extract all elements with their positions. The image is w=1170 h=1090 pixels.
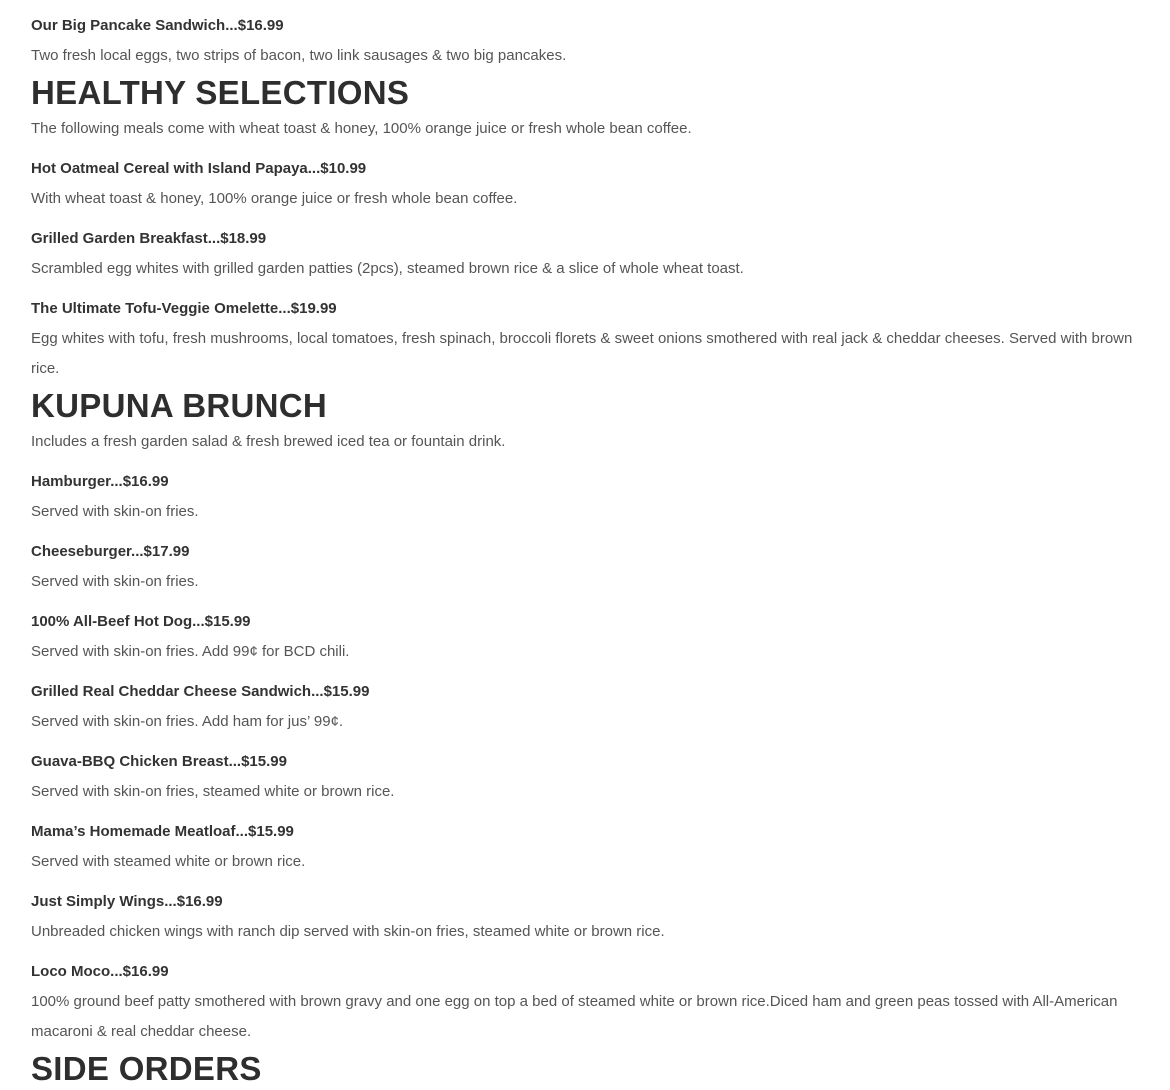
menu-item-description: With wheat toast & honey, 100% orange juice or fresh whole bean coffee. [31, 190, 518, 207]
menu-item-description: Served with skin-on fries, steamed white or brown rice. [31, 783, 395, 800]
menu-item-description: Egg whites with tofu, fresh mushrooms, local tomatoes, fresh spinach, broccoli florets & sweet onions smothered with real jack & cheddar cheeses. Served with brown rice. [31, 330, 1133, 377]
menu-item-description: Scrambled egg whites with grilled garden patties (2pcs), steamed brown rice & a slice of whole wheat toast. [31, 260, 744, 277]
menu-item-description: Unbreaded chicken wings with ranch dip served with skin-on fries, steamed white or brown rice. [31, 923, 665, 940]
menu-item-name: Our Big Pancake Sandwich...$16.99 [31, 17, 284, 34]
menu-content [31, 15, 1141, 1090]
section-title-side-orders: SIDE ORDERS [31, 1050, 262, 1087]
menu-item-name: The Ultimate Tofu-Veggie Omelette...$19.99 [31, 300, 337, 317]
menu-item-description: Two fresh local eggs, two strips of bacon, two link sausages & two big pancakes. [31, 47, 567, 64]
menu-item-name: Just Simply Wings...$16.99 [31, 893, 223, 910]
menu-item-name: Grilled Real Cheddar Cheese Sandwich...$15.99 [31, 683, 370, 700]
menu-item-description: Served with skin-on fries. Add 99¢ for BCD chili. [31, 643, 350, 660]
section-title-kupuna-brunch: KUPUNA BRUNCH [31, 387, 328, 424]
menu-item-name: Hot Oatmeal Cereal with Island Papaya...$10.99 [31, 160, 367, 177]
menu-item-description: Served with skin-on fries. [31, 503, 199, 520]
menu-item-description: Served with steamed white or brown rice. [31, 853, 306, 870]
menu-item-name: Hamburger...$16.99 [31, 473, 169, 490]
menu-item-name: Cheeseburger...$17.99 [31, 543, 190, 560]
menu-item-name: Guava-BBQ Chicken Breast...$15.99 [31, 753, 287, 770]
menu-item-name: 100% All-Beef Hot Dog...$15.99 [31, 613, 251, 630]
menu-item-name: Loco Moco...$16.99 [31, 963, 169, 980]
menu-item-name: Grilled Garden Breakfast...$18.99 [31, 230, 267, 247]
section-title-healthy-selections: HEALTHY SELECTIONS [31, 74, 410, 111]
section-intro-kupuna-brunch: Includes a fresh garden salad & fresh brewed iced tea or fountain drink. [31, 433, 506, 450]
menu-item-description: Served with skin-on fries. Add ham for jus’ 99¢. [31, 713, 344, 730]
section-intro-healthy-selections: The following meals come with wheat toast & honey, 100% orange juice or fresh whole bean coffee. [31, 120, 692, 137]
menu-item-description: Served with skin-on fries. [31, 573, 199, 590]
menu-item-name: Mama’s Homemade Meatloaf...$15.99 [31, 823, 294, 840]
menu-item-description: 100% ground beef patty smothered with brown gravy and one egg on top a bed of steamed white or brown rice.Diced ham and green peas tossed with All-American macaroni & real cheddar cheese. [31, 993, 1118, 1040]
